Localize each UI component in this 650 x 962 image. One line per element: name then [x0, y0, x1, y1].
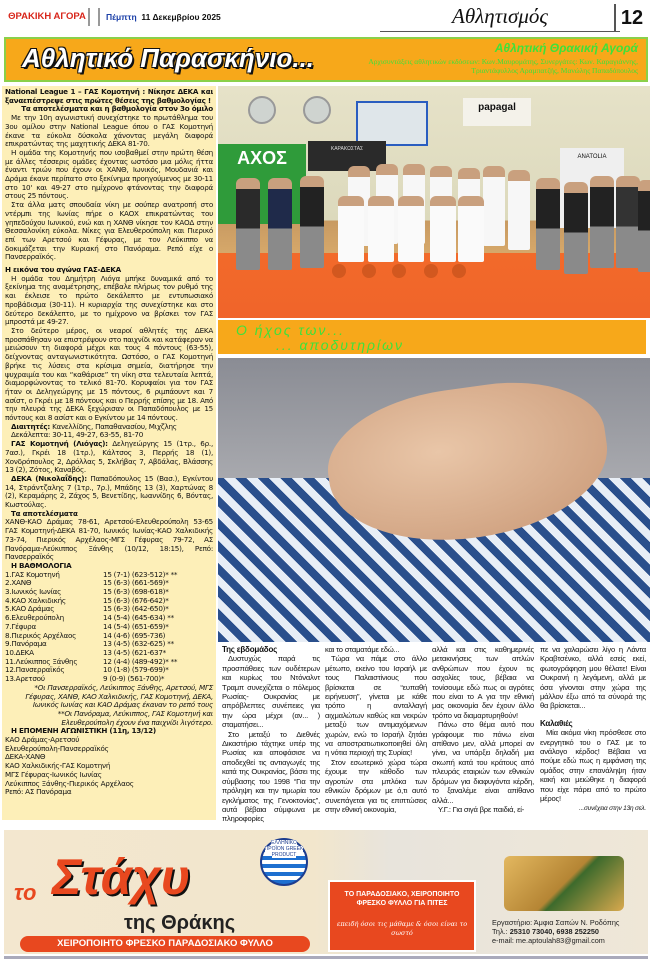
fixture: Ρεπό: ΑΣ Πανόραμα: [5, 787, 72, 797]
staff-member: [638, 180, 650, 272]
main-article: [2, 86, 216, 820]
column-photo: [218, 358, 650, 642]
banner-credits: Αρχισυντάξεις αθλητικών εκδόσεων: Κων.Μαυρομάτης, Συνεργάτες: Κων. Καραγιάννης, Τριαντάφυλλος Αραμπατζής, Μανώλης Παπαδόπουλος: [368, 57, 638, 75]
column-banner: [218, 320, 646, 354]
ad-workshop: Εργαστήριο: Άμφια Σαπών Ν. Ροδόπης: [492, 918, 620, 927]
article-headline: National League 1 – ΓΑΣ Κομοτηνή : Νίκησε ΔΕΚΑ και ξαναεπέστρεψε στις πρώτες θέσεις της βαθμολογίας !: [5, 87, 213, 105]
basketball: [392, 264, 406, 278]
paragraph: Υ.Γ.: Για σιγά βρε παιδιά, εί-: [438, 804, 525, 814]
team-name: 13.Αρετσού: [5, 674, 45, 684]
gas-players: Δεληγεώργης 15 (1τρ., 6ρ., 7ασ.), Γκρέι 18 (1τρ.), Κάλτσος 3, Περρής 18 (1), Χονδρόπουλος 2, Δρόλλας 5, Σκλήβας 7, Αβδάλας, Βλάσσης 13 (2), Ζότος, Καναβός.: [5, 439, 213, 475]
column-banner-line1: Ο ήχος των...: [236, 322, 346, 338]
deka-lineup: [5, 475, 213, 510]
date: 11 Δεκεμβρίου 2025: [141, 12, 221, 22]
sponsor-sign: papagal: [463, 98, 531, 126]
seal-text: ΕΛΛΗΝΙΚΟ ΠΡΟΪΟΝ GREEK PRODUCT: [264, 840, 304, 858]
team-name: 10.ΔΕΚΑ: [5, 648, 34, 657]
team-name: 9.Πανόραμα: [5, 639, 47, 649]
paragraph: και το σταματάμε εδώ...: [325, 645, 400, 654]
basketball: [362, 264, 376, 278]
kneeling-player: [398, 196, 424, 262]
team-name: 8.Πιερικός Αρχέλαος: [5, 630, 77, 640]
fixture: ΜΓΣ Γέφυρας-Ιωνικός Ιωνίας: [5, 769, 102, 779]
team-record: 15 (6-3) (676-642)*: [103, 595, 169, 605]
column-col-3: [432, 645, 534, 814]
team-name: 7.Γέφυρα: [5, 621, 36, 631]
kneeling-player: [430, 196, 456, 262]
staff-member: [616, 176, 640, 268]
basketball-backboard: [356, 101, 428, 146]
column-heading: Της εβδομάδος: [222, 645, 278, 654]
next-round-heading: Η ΕΠΟΜΕΝΗ ΑΓΩΝΙΣΤΙΚΗ (11η, 13/12): [11, 726, 156, 736]
section-banner: [4, 37, 648, 82]
kneeling-player: [338, 196, 364, 262]
paragraph: Τώρα να πάμε στο άλλο μέτωπο, εκείνο του Ισραήλ με τους Παλαιστίνιους που βρίσκεται σε “ευπαθή ειρήνευση”, γίνεται με κάθε τρόπο η ανταλλαγή αιχμαλώτων καθώς και νεκρών μεταξύ των αντιμαχόμενων χωρών, ενώ το Ισραήλ ζητάει να αποστρατιωτικοποιηθεί όλη η νότια περιοχή της Συρίας!: [325, 654, 427, 758]
team-name: 4.ΚΑΟ Χαλκιδικής: [5, 595, 66, 605]
staff-member: [268, 178, 292, 270]
team-record: 13 (4-5) (632-625) **: [103, 639, 174, 649]
ad-phone: 25310 73040, 6938 252250: [509, 927, 599, 936]
ad-email: e-mail: me.aptoulah83@gmail.com: [492, 936, 605, 945]
staff-member: [536, 178, 560, 270]
team-record: 14 (5-4) (651-659)*: [103, 621, 169, 631]
basketball: [424, 264, 438, 278]
ad-brand-name: Στάχυ: [52, 849, 191, 905]
next-round-list: [5, 736, 213, 797]
team-name: 12.Πανσερραϊκός: [5, 665, 65, 675]
team-photo: [218, 86, 650, 318]
page-header: [0, 0, 650, 34]
fixture: Λεύκιππος Ξάνθης-Πιερικός Αρχέλαος: [5, 778, 134, 788]
referees-value: Κανελλίδης, Παπαθανασίου, Μιχζλης: [50, 421, 177, 431]
player: [508, 170, 530, 250]
team-record: 12 (4-4) (489-492)* **: [103, 656, 178, 666]
team-record: 15 (6-3) (642-650)*: [103, 604, 169, 614]
ad-box: [328, 880, 476, 952]
team-record: 14 (5-4) (645-634) **: [103, 613, 174, 623]
pie-photo: [504, 856, 624, 911]
team-name: 11.Λεύκιππος Ξάνθης: [5, 656, 78, 666]
paragraph: Στο δεύτερο μέρος, οι νεαροί αθλητές της ΔΕΚΑ προσπάθησαν να επιστρέψουν στο παιχνίδι και κατάφεραν να μειώσουν τη διαφορά μέχρι και τους 4 πόντους (63-55), δείχνοντας ανταγωνιστικότητα. Ωστόσο, ο ΓΑΣ Κομοτηνή βρήκε τις λύσεις στα κρίσιμα σημεία, διατήρησε την ψυχραιμία του και “καθάρισε” τη νίκη στα τελευταία λεπτά, διαμορφώνοντας το τελικό 81-70. Κορυφαίοι για τον ΓΑΣ ήταν οι Δεληγεώργης με 15 πόντους, 6 ριμπάουντ και 7 ασίστ, ο Γκρέι με 18 πόντους και ο Περρής επίσης με 18. Από την πλευρά της ΔΕΚΑ ξεχώρισαν οι Παπαδόπουλος με 15 πόντους και 8 ασίστ και ο Εγκίντου με 14 πόντους.: [5, 325, 213, 423]
advertisement: [4, 830, 648, 954]
banner-subtitle: Αθλητική Θρακική Αγορά: [494, 41, 638, 55]
section-title: Αθλητισμός: [380, 4, 620, 32]
day: Πέμπτη: [106, 12, 137, 22]
deka-players: Παπαδόπουλος 15 (Βασ.), Εγκίντου 14, Στράντζαλης 7 (1τρ., 7ρ.), Μπάδης 13 (3), Χαρτώνας 8 (2), Κεραμάρης 2, Ζάχος 5, Βενετίδης, Ιωαννίδης 6, Βόντας, Κωστούλας.: [5, 473, 213, 510]
column-col-4: [540, 645, 646, 813]
results: ΧΑΝΘ-ΚΑΟ Δράμας 78-61, Αρετσού-Ελευθερούπολη 53-65 ΓΑΣ Κομοτηνή-ΔΕΚΑ 81-70, Ιωνικός Ιωνίας-ΚΑΟ Χαλκιδικής 73-74, Πιερικός Αρχέλαος-ΜΓΣ Γέφυρας 79-72, ΑΣ Πανόραμα-Λεύκιππος Ξάνθης (10/12, 18:15), Ρεπό: Πανσερραϊκός: [5, 517, 213, 562]
team-record: 15 (6-3) (661-569)*: [103, 578, 169, 588]
fixture: ΚΑΟ Δράμας-Αρετσού: [5, 735, 80, 745]
team-name: 2.ΧΑΝΘ: [5, 578, 32, 588]
article-subhead: Τα αποτελέσματα και η βαθμολογία στον 3ο όμιλο: [21, 104, 213, 114]
paragraph: Με την 10η αγωνιστική συνεχίστηκε το πρωτάθλημα του 3ου ομίλου στην National League όπου ο ΓΑΣ Κομοτηνή έκανε τα εύκολα δύσκολα χάνοντας μεγάλη διαφορά επικρατώντας της μαχητικής ΔΕΚΑ 81-70.: [5, 113, 213, 149]
team-record: 15 (7-1) (623-512)* **: [103, 569, 178, 579]
wall-window: [248, 96, 276, 124]
paragraph: Πάνω στο θέμα αυτό που γράφουμε πιο πάνω είναι απίθανο μεν, αλλά μπορεί αν γίνει, να υπάρξει δηλαδή μια σκωπή κατά του κράτους από πλευράς εταιριών των εθνικών δρόμων για διαφυγόντα κέρδη, το ξαναλέμε είναι απίθανο αλλά...: [432, 720, 534, 805]
basketball: [332, 264, 346, 278]
team-name: 3.Ιωνικός Ιωνίας: [5, 587, 62, 597]
team-record: 14 (4-6) (695-736): [103, 630, 166, 640]
quarters: Δεκάλεπτα: 30-11, 49-27, 63-55, 81-70: [11, 430, 144, 440]
ad-brand-region: της Θράκης: [124, 912, 236, 934]
referees-label: Διαιτητές:: [11, 421, 51, 431]
staff-member: [236, 178, 260, 270]
column-heading: Καλαθιές: [540, 718, 573, 728]
ad-box-title: ΤΟ ΠΑΡΑΔΟΣΙΑΚΟ, ΧΕΙΡΟΠΟΙΗΤΟ ΦΡΕΣΚΟ ΦΥΛΛΟ ΓΙΑ ΠΙΤΕΣ: [344, 891, 460, 907]
sponsor-sign: ANATOLIA: [560, 148, 624, 228]
column-banner-line2: ... αποδυτηρίων: [276, 337, 405, 353]
staff-member: [590, 176, 614, 268]
issue-date: [98, 8, 221, 26]
team-name: 5.ΚΑΟ Δράμας: [5, 604, 55, 614]
gas-lineup: [5, 440, 213, 475]
newspaper-logo: ΘΡΑΚΙΚΗ ΑΓΟΡΑ: [6, 8, 90, 26]
team-record: 10 (1-8) (579-699)*: [103, 665, 169, 675]
game-heading: Η εικόνα του αγώνα ΓΑΣ-ΔΕΚΑ: [5, 265, 121, 275]
ad-tel-label: Τηλ.:: [492, 927, 510, 936]
divider: [4, 956, 648, 959]
staff-member: [300, 176, 324, 268]
fixture: ΔΕΚΑ-ΧΑΝΘ: [5, 752, 46, 762]
basketball: [452, 264, 466, 278]
paragraph: πε να χαλαρώσει λίγο η Λάντα Κραβτσένκο, αλλά εσείς εκεί, φωτογράφηση μου θέλατε! Είναι Ουκρανή η λεγάμενη, αλλά με όσα γίνονται στην χώρα της μάλλον έξω από τα σύνορά της θα βρίσκεται...: [540, 645, 646, 711]
paragraph: αλλά και στις καθημερινές μετακινήσεις των απλών ανθρώπων που έχουν τις ασχολίες τους, βέβαια να τονίσουμε εδώ πως οι αγρότες που είναι το Α για την εθνική μας οικονομία δεν έχουν άλλο τρόπο να διαμαρτυρηθούν!: [432, 645, 534, 720]
player: [483, 166, 505, 246]
paragraph: Η ομάδα της Κομοτηνής που ισοβαθμεί στην πρώτη θέση με άλλες τέσσερις ομάδες έχοντας ωστόσο μια μόλις ήττα έναντι τριών που έχουν οι ΧΑΝΘ, Ιωνικός, Μουδανιά και Δράμα έκανε περίπατο στο ξεκίνημα προηγούμενος με 30-11 στο 10' και 49-27 στο ημίχρονο φτάνοντας την διαφορά στους 25 πόντους.: [5, 147, 213, 201]
greek-product-seal: [260, 838, 308, 886]
deka-label: ΔΕΚΑ (Νικολαΐδης):: [11, 473, 87, 483]
team-name: 1.ΓΑΣ Κομοτηνή: [5, 569, 60, 579]
paragraph: Η ομάδα του Δημήτρη Λιόγα μπήκε δυναμικά από το ξεκίνημα της αναμέτρησης, επέβαλε πλήρως τον ρυθμό της και έκλεισε το πρώτο δεκάλεπτο με εντυπωσιακό προβάδισμα (30-11). Η κυριαρχία της συνεχίστηκε και στο δεύτερο δεκάλεπτο, με το ημίχρονο να βρίσκει τον ΓΑΣ μπροστά με 49-27.: [5, 273, 213, 327]
ad-tagline: ΧΕΙΡΟΠΟΙΗΤΟ ΦΡΕΣΚΟ ΠΑΡΑΔΟΣΙΑΚΟ ΦΥΛΛΟ: [20, 936, 310, 952]
continued-link: ...συνέχεια στην 13η σελ.: [579, 804, 646, 812]
fixture: ΚΑΟ Χαλκιδικής-ΓΑΣ Κομοτηνή: [5, 761, 111, 771]
team-record: 15 (6-3) (698-618)*: [103, 587, 169, 597]
ad-contact: [492, 918, 619, 945]
team-name: 6.Ελευθερούπολη: [5, 613, 64, 623]
paragraph: Στο μεταξύ το Διεθνές Δικαστήριο τάχτηκε υπέρ της Ρωσίας και αποφάσισε να αποδεχθεί τις αντιαγωγές της κατά της Ουκρανίας, βάσει της σύμβασης του 1998 “Για την πρόληψη και την τιμωρία του εγκλήματος της Γενοκτονίας”, αυτά βέβαια σύμφωνα με πληροφορίες: [222, 729, 320, 824]
page-number: 12: [614, 4, 648, 32]
standings-note: **Οι Πανόραμα, Λεύκιππος, ΓΑΣ Κομοτηνή και Ελευθερούπολη έχουν ένα παιχνίδι λιγότερο.: [57, 708, 213, 727]
team-record: 13 (4-5) (621-637*: [103, 648, 166, 657]
standings-note: *Οι Πανσερραϊκός, Λεύκιππος Ξάνθης, Αρετσού, ΜΓΣ Γέφυρας, ΧΑΝΘ, ΚΑΟ Χαλκιδικής, ΓΑΣ Κομοτηνή, ΔΕΚΑ, Ιωνικός Ιωνίας και ΚΑΟ Δράμας έκαναν το ρεπό τους: [25, 682, 213, 710]
ad-box-slogan: επειδή όσοι τις μάθαμε & όσοι είναι το σωστό: [336, 920, 468, 937]
fixture: Ελευθερούπολη-Πανσερραϊκός: [5, 743, 109, 753]
banner-title: Αθλητικό Παρασκήνιο...: [22, 43, 315, 73]
column-col-2: [325, 645, 427, 814]
standings-table: [5, 571, 213, 684]
staff-member: [564, 182, 588, 274]
paragraph: Μία ακόμα νίκη πρόσθεσε στο ενεργητικό του ο ΓΑΣ με το ανάλογο κέρδος! Βέβαια να πούμε εδώ πως η εμφάνιση της ομάδος στην επανάληψη ήταν κακή και μειώθηκε η διαφορά που είχε πάρει από το πρώτο μέρος!: [540, 728, 646, 804]
kneeling-player: [368, 196, 394, 262]
kneeling-player: [458, 196, 484, 262]
paragraph: Στα άλλα ματς σπουδαία νίκη με σούπερ ανατροπή στο ντέρμπι της Ιωνίας πήρε ο ΚΑΟΧ επικρατώντας του γηπεδούχου Ιωνικού, ενώ και η ΧΑΝΘ νίκησε τον ΚΑΟΔ στην Θεσσαλονίκη εύκολα. Νίκες για Ελευθερούπολη και Πιερικό επί των Αρετσού και Γέφυρας, με τον Λεύκιππο να δοκιμάζεται την Κυριακή στο Πανόραμα. Ρεπό είχε ο Πανσερραϊκός.: [5, 200, 213, 262]
sponsor-sign: ΑΧΟΣ: [218, 144, 306, 224]
gas-label: ΓΑΣ Κομοτηνή (Λιόγας):: [11, 439, 108, 449]
team-record: 9 (0-9) (561-700)*: [103, 674, 165, 684]
sponsor-sign: ΚΑΡΑΚΩΣΤΑΣ: [308, 141, 386, 171]
wall-window: [303, 96, 331, 124]
results-heading: Τα αποτελέσματα: [11, 508, 78, 518]
ad-brand-to: το: [14, 880, 37, 905]
standings-heading: Η ΒΑΘΜΟΛΟΓΙΑ: [11, 560, 72, 570]
column-col-1: [222, 645, 320, 824]
paragraph: Στον εσωτερικό χώρα τώρα έχουμε την κάθοδο των αγροτών στα μπλόκα των εθνικών δρόμων με ό,τι αυτό συνεπάγεται για τις επιπτώσεις στην εθνική οικονομία,: [325, 757, 427, 814]
paragraph: Δυστυχώς παρά τις προσπάθειες των ουδέτερων και κυρίως του Ντόναλντ Τραμπ συνεχίζεται ο πόλεμος Ρωσίας- Ουκρανίας με απρόβλεπτες συνέπειες για την ώρα μέχρι (αν... ) σταματήσει...: [222, 654, 320, 730]
